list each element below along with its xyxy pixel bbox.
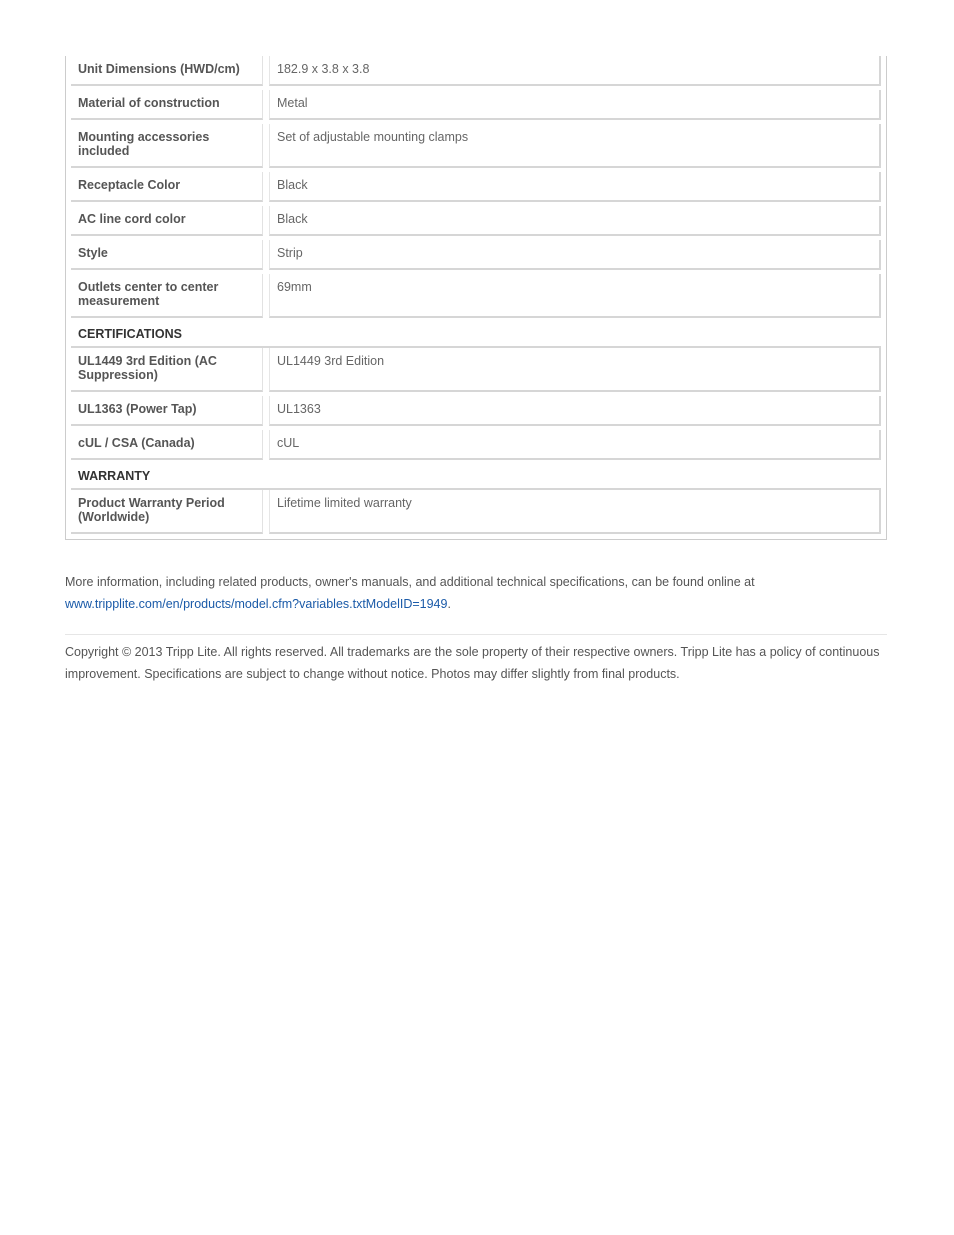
spec-value: 182.9 x 3.8 x 3.8: [269, 56, 881, 86]
spec-value: Set of adjustable mounting clamps: [269, 124, 881, 168]
spec-row-ul1363: [71, 396, 881, 426]
spec-label: Style: [71, 240, 263, 270]
spec-row-warranty-period: [71, 490, 881, 534]
spec-label: UL1363 (Power Tap): [71, 396, 263, 426]
section-heading-certifications: CERTIFICATIONS: [71, 322, 881, 348]
footer-divider: [65, 634, 887, 635]
spec-row-mounting-accessories: [71, 124, 881, 168]
section-heading-warranty: WARRANTY: [71, 464, 881, 490]
spec-label: cUL / CSA (Canada): [71, 430, 263, 460]
spec-value: Black: [269, 172, 881, 202]
spec-value: cUL: [269, 430, 881, 460]
spec-label: Receptacle Color: [71, 172, 263, 202]
spec-value: 69mm: [269, 274, 881, 318]
spec-row-unit-dimensions: [71, 56, 881, 86]
link-suffix: .: [447, 597, 451, 611]
spec-row-material: [71, 90, 881, 120]
spec-value: Metal: [269, 90, 881, 120]
spec-value: Lifetime limited warranty: [269, 490, 881, 534]
spec-table: [65, 56, 887, 540]
spec-label: Outlets center to center measurement: [71, 274, 263, 318]
spec-value: Strip: [269, 240, 881, 270]
spec-label: Product Warranty Period (Worldwide): [71, 490, 263, 534]
spec-label: Material of construction: [71, 90, 263, 120]
spec-row-style: [71, 240, 881, 270]
spec-value: UL1449 3rd Edition: [269, 348, 881, 392]
spec-row-cul-csa: [71, 430, 881, 460]
more-info-text: More information, including related products, owner's manuals, and additional technical specifications, can be found online at: [65, 575, 755, 589]
spec-label: UL1449 3rd Edition (AC Suppression): [71, 348, 263, 392]
spec-row-receptacle-color: [71, 172, 881, 202]
copyright-notice: Copyright © 2013 Tripp Lite. All rights reserved. All trademarks are the sole property of their respective owners. Tripp Lite has a policy of continuous improvement. Specifications are subject to change without notice. Photos may differ slightly from final products.: [65, 645, 880, 681]
spec-label: AC line cord color: [71, 206, 263, 236]
spec-row-outlet-spacing: [71, 274, 881, 318]
spec-row-ul1449: [71, 348, 881, 392]
product-page-link[interactable]: www.tripplite.com/en/products/model.cfm?variables.txtModelID=1949: [65, 597, 448, 611]
spec-label: Mounting accessories included: [71, 124, 263, 168]
spec-value: UL1363: [269, 396, 881, 426]
spec-label: Unit Dimensions (HWD/cm): [71, 56, 263, 86]
spec-value: Black: [269, 206, 881, 236]
spec-row-line-cord-color: [71, 206, 881, 236]
more-info-paragraph: [65, 571, 887, 615]
